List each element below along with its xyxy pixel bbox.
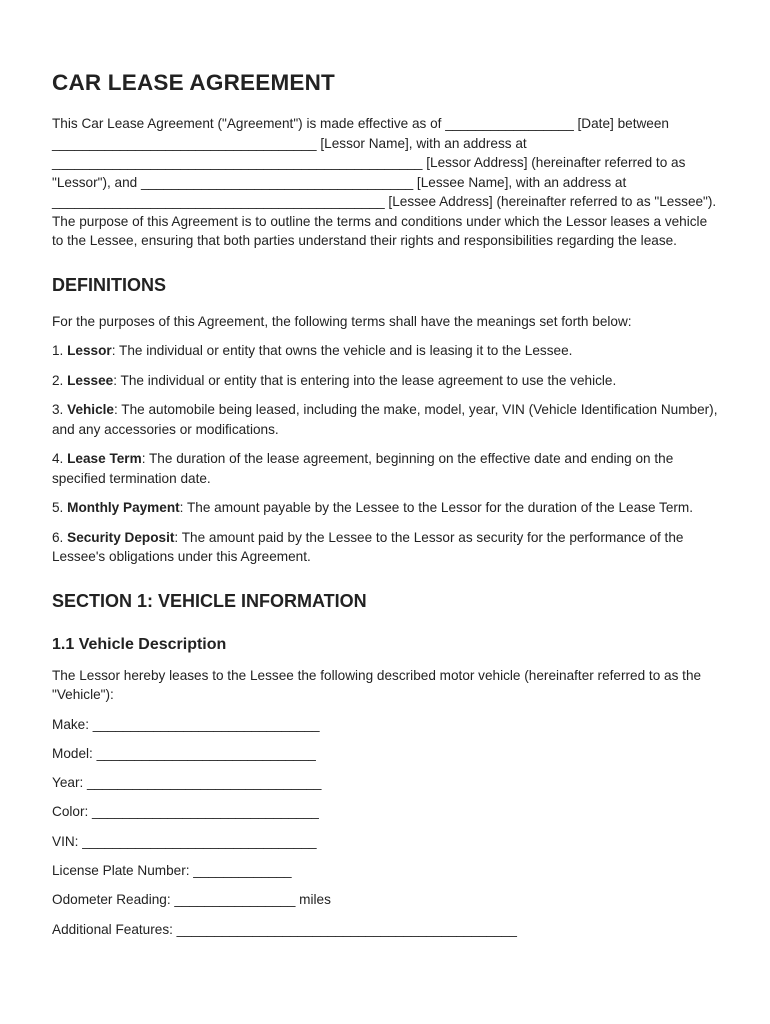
- definition-text: : The individual or entity that owns the vehicle and is leasing it to the Lessee.: [111, 343, 573, 358]
- definition-term: Security Deposit: [67, 529, 175, 545]
- definition-number: 3.: [52, 402, 68, 417]
- vehicle-lead: The Lessor hereby leases to the Lessee the following described motor vehicle (hereinafter referred to as the "Vehicle"):: [52, 667, 702, 702]
- definitions-lead: For the purposes of this Agreement, the following terms shall have the meanings set forth below:: [52, 313, 632, 329]
- definition-item: [52, 341, 720, 361]
- definition-term: Lessee: [67, 372, 114, 388]
- model-field: Model: _____________________________: [52, 745, 316, 761]
- definition-text: : The individual or entity that is entering into the lease agreement to use the vehicle.: [113, 372, 617, 388]
- definition-number: 6.: [52, 529, 68, 545]
- definition-item: [52, 528, 720, 567]
- color-field: Color: ______________________________: [52, 804, 319, 820]
- definition-number: 4.: [52, 451, 68, 466]
- definition-item: [52, 449, 720, 488]
- definition-item: [52, 400, 720, 439]
- definition-term: Vehicle: [67, 402, 114, 417]
- year-field: Year: _______________________________: [52, 775, 322, 791]
- additional-features-field: Additional Features: _____________________________________________: [52, 921, 517, 937]
- definitions-heading: DEFINITIONS: [52, 274, 167, 295]
- definition-text: : The automobile being leased, including the make, model, year, VIN (Vehicle Identification Number), and any accessories or modifications.: [52, 402, 718, 437]
- vehicle-description-heading: 1.1 Vehicle Description: [52, 635, 227, 653]
- definition-number: 1.: [52, 343, 68, 358]
- definition-number: 5.: [52, 500, 68, 515]
- definition-term: Lease Term: [67, 451, 142, 466]
- license-plate-field: License Plate Number: _____________: [52, 862, 292, 878]
- odometer-field: Odometer Reading: ________________ miles: [52, 892, 331, 908]
- vin-field: VIN: _______________________________: [52, 833, 317, 849]
- definition-item: [52, 498, 720, 518]
- document-page: [52, 70, 720, 949]
- definition-text: : The amount paid by the Lessee to the Lessor as security for the performance of the Lessee's obligations under this Agreement.: [52, 529, 684, 564]
- definition-text: : The duration of the lease agreement, beginning on the effective date and ending on the specified termination date.: [52, 451, 674, 486]
- definition-term: Monthly Payment: [67, 500, 180, 515]
- definitions-list: [52, 312, 720, 567]
- definition-item: [52, 371, 720, 391]
- definition-text: : The amount payable by the Lessee to the Lessor for the duration of the Lease Term.: [179, 500, 694, 515]
- make-field: Make: ______________________________: [52, 716, 320, 732]
- intro-paragraph: This Car Lease Agreement ("Agreement") is made effective as of _________________ [Date] between ___________________________________ [Lessor Name], with an address at _________________________________________________ [Lessor Address] (hereinafter referred to as "Lessor"), and ____________________________________ [Lessee Name], with an address at ____________________________________________ [Lessee Address] (hereinafter referred to as "Lessee"). The purpose of this Agreement is to outline the terms and conditions under which the Lessor leases a vehicle to the Lessee, ensuring that both parties understand their rights and responsibilities regarding the lease.: [52, 116, 717, 248]
- section1-heading: SECTION 1: VEHICLE INFORMATION: [52, 590, 367, 611]
- definition-number: 2.: [52, 372, 68, 388]
- definition-term: Lessor: [67, 343, 112, 358]
- document-title: CAR LEASE AGREEMENT: [52, 70, 335, 95]
